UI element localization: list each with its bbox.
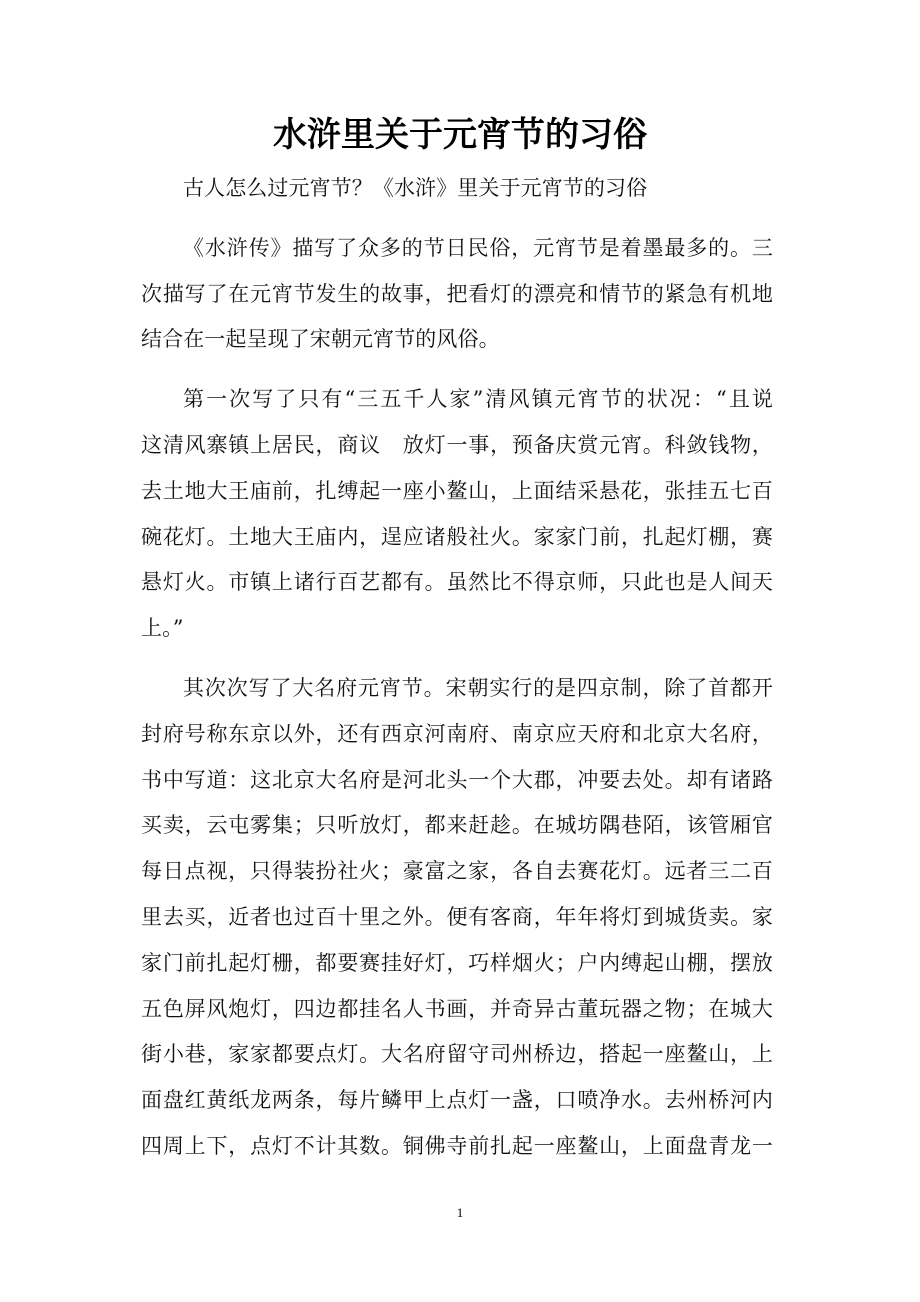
paragraph-3-line-1: 第一次写了只有“三五千人家”清风镇元宵节的状况：“且说 — [183, 387, 773, 412]
paragraph-2-line-1: 《水浒传》描写了众多的节日民俗，元宵节是着墨最多的。三 — [183, 235, 773, 260]
document-body — [141, 166, 773, 1170]
paragraph-4-line-5: 每日点视，只得装扮社火；豪富之家，各自去赛花灯。远者三二百 — [141, 859, 773, 884]
paragraph-3-line-5: 悬灯火。市镇上诸行百艺都有。虽然比不得京师，只此也是人间天 — [141, 570, 773, 595]
paragraph-4-line-8: 五色屏风炮灯，四边都挂名人书画，并奇异古董玩器之物；在城大 — [141, 996, 773, 1021]
paragraph-2-line-2: 次描写了在元宵节发生的故事，把看灯的漂亮和情节的紧急有机地 — [141, 281, 773, 306]
paragraph-2-line-3: 结合在一起呈现了宋朝元宵节的风俗。 — [141, 327, 500, 352]
paragraph-gap — [141, 652, 773, 666]
paragraph-3-line-3: 去土地大王庙前，扎缚起一座小鳌山，上面结采悬花，张挂五七百 — [141, 478, 773, 503]
page-number: 1 — [456, 1205, 464, 1220]
paragraph-3-line-2: 这清风寨镇上居民，商议 放灯一事，预备庆赏元宵。科敛钱物， — [141, 432, 773, 457]
paragraph-4-line-7: 家门前扎起灯栅，都要赛挂好灯，巧样烟火；户内缚起山棚，摆放 — [141, 950, 773, 975]
paragraph-gap — [141, 212, 773, 226]
paragraph-4-line-10: 面盘红黄纸龙两条，每片鳞甲上点灯一盏，口喷净水。去州桥河内 — [141, 1088, 773, 1113]
paragraph-1-line-1: 古人怎么过元宵节？《水浒》里关于元宵节的习俗 — [183, 176, 648, 200]
paragraph-4-line-11: 四周上下，点灯不计其数。铜佛寺前扎起一座鳌山，上面盘青龙一 — [141, 1133, 773, 1158]
paragraph-3-line-4: 碗花灯。土地大王庙内，逞应诸般社火。家家门前，扎起灯棚，赛 — [141, 524, 773, 549]
paragraph-4-line-9: 街小巷，家家都要点灯。大名府留守司州桥边，搭起一座鳌山，上 — [141, 1042, 773, 1067]
paragraph-3-line-6: 上。” — [141, 616, 184, 641]
paragraph-4-line-2: 封府号称东京以外，还有西京河南府、南京应天府和北京大名府， — [141, 721, 773, 746]
paragraph-4-line-3: 书中写道：这北京大名府是河北头一个大郡，冲要去处。却有诸路 — [141, 767, 773, 792]
paragraph-gap — [141, 363, 773, 377]
paragraph-4-line-6: 里去买，近者也过百十里之外。便有客商，年年将灯到城货卖。家 — [141, 904, 773, 929]
paragraph-4-line-4: 买卖，云屯雾集；只听放灯，都来赶趁。在城坊隅巷陌，该管厢官 — [141, 813, 773, 838]
paragraph-4-line-1: 其次次写了大名府元宵节。宋朝实行的是四京制，除了首都开 — [183, 675, 773, 700]
document-title: 水浒里关于元宵节的习俗 — [273, 115, 647, 155]
